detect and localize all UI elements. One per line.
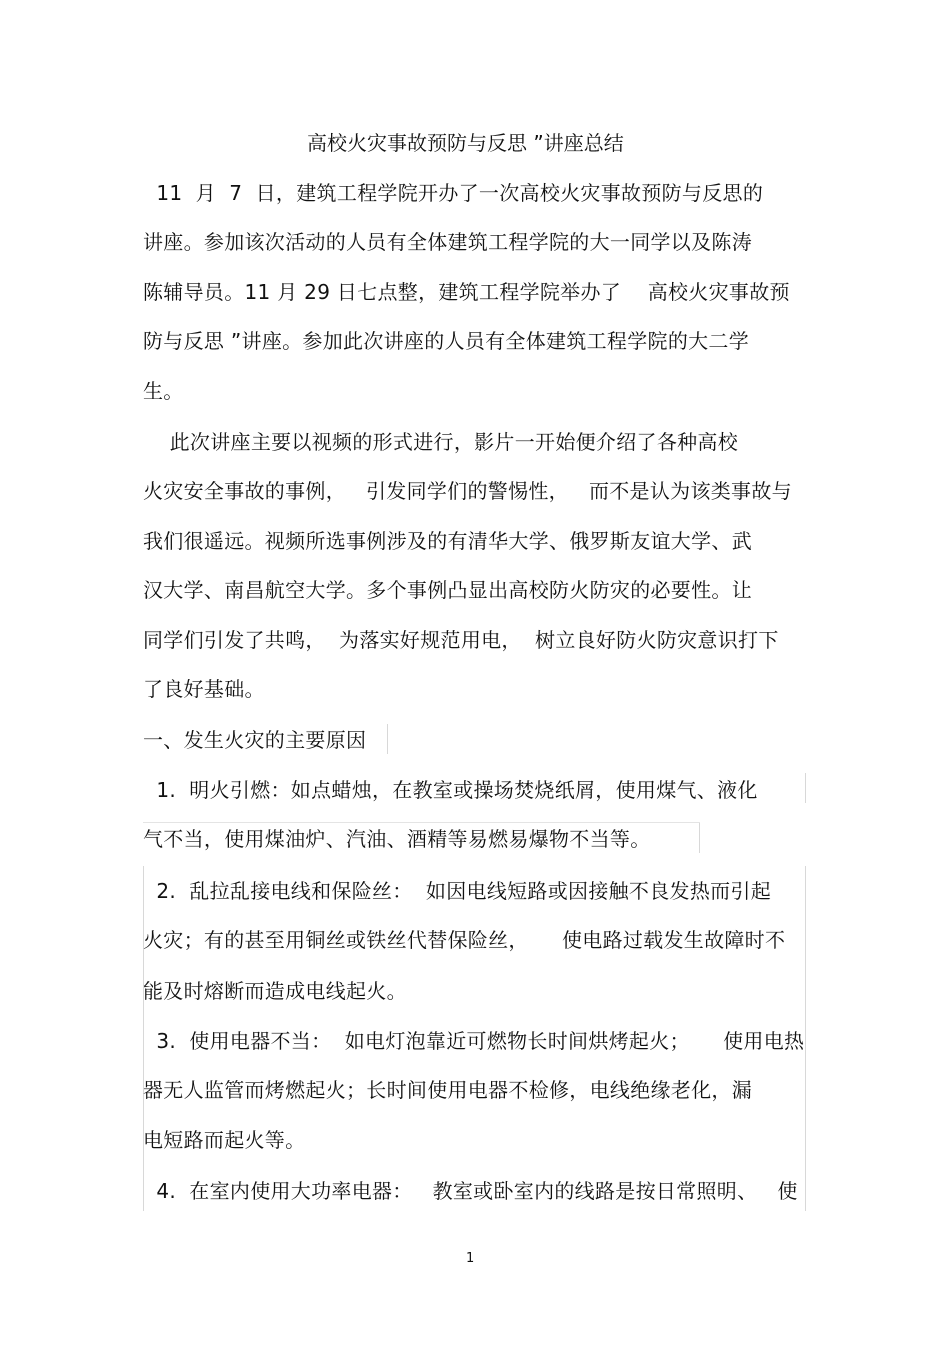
- paragraph-line: 了良好基础。: [143, 677, 265, 701]
- paragraph-line: 此次讲座主要以视频的形式进行，影片一开始便介绍了各种高校: [143, 430, 739, 454]
- paragraph-line: 讲座。参加该次活动的人员有全体建筑工程学院的大一同学以及陈涛: [143, 230, 752, 254]
- paragraph-line: 同学们引发了共鸣， 为落实好规范用电， 树立良好防火防灾意识打下: [143, 628, 779, 652]
- list-item-line: 2. 乱拉乱接电线和保险丝： 如因电线短路或因接触不良发热而引起: [143, 879, 772, 903]
- list-item-line: 能及时熔断而造成电线起火。: [143, 979, 407, 1003]
- paragraph-line: 陈辅导员。11 月 29 日七点整，建筑工程学院举办了 高校火灾事故预: [143, 280, 790, 304]
- list-item-line: 4. 在室内使用大功率电器： 教室或卧室内的线路是按日常照明、 使: [143, 1179, 798, 1203]
- paragraph-line: 汉大学、南昌航空大学。多个事例凸显出高校防火防灾的必要性。让: [143, 578, 752, 602]
- list-item-line: 器无人监管而烤燃起火；长时间使用电器不检修，电线绝缘老化，漏: [143, 1078, 752, 1102]
- cell-border: [805, 866, 806, 1211]
- cell-border: [805, 773, 806, 803]
- document-title: 高校火灾事故预防与反思 ”讲座总结: [307, 131, 624, 155]
- page-number: 1: [466, 1251, 475, 1266]
- list-item-line: 电短路而起火等。: [143, 1128, 306, 1152]
- list-item-line: 气不当，使用煤油炉、汽油、酒精等易燃易爆物不当等。: [143, 827, 651, 851]
- paragraph-line: 11 月 7 日，建筑工程学院开办了一次高校火灾事故预防与反思的: [143, 181, 764, 205]
- paragraph-line: 生。: [143, 379, 184, 403]
- list-item-line: 火灾；有的甚至用铜丝或铁丝代替保险丝， 使电路过载发生故障时不: [143, 928, 786, 952]
- paragraph-line: 我们很遥远。视频所选事例涉及的有清华大学、俄罗斯友谊大学、武: [143, 529, 752, 553]
- list-item-line: 3. 使用电器不当： 如电灯泡靠近可燃物长时间烘烤起火； 使用电热: [143, 1029, 805, 1053]
- cell-border: [387, 724, 388, 754]
- cell-border: [699, 823, 700, 853]
- paragraph-line: 防与反思 ”讲座。参加此次讲座的人员有全体建筑工程学院的大二学: [143, 329, 750, 353]
- cell-border: [143, 822, 700, 823]
- list-item-line: 1. 明火引燃：如点蜡烛，在教室或操场焚烧纸屑，使用煤气、液化: [143, 778, 758, 802]
- section-heading: 一、发生火灾的主要原因: [143, 728, 367, 752]
- paragraph-line: 火灾安全事故的事例， 引发同学们的警惕性， 而不是认为该类事故与: [143, 479, 792, 503]
